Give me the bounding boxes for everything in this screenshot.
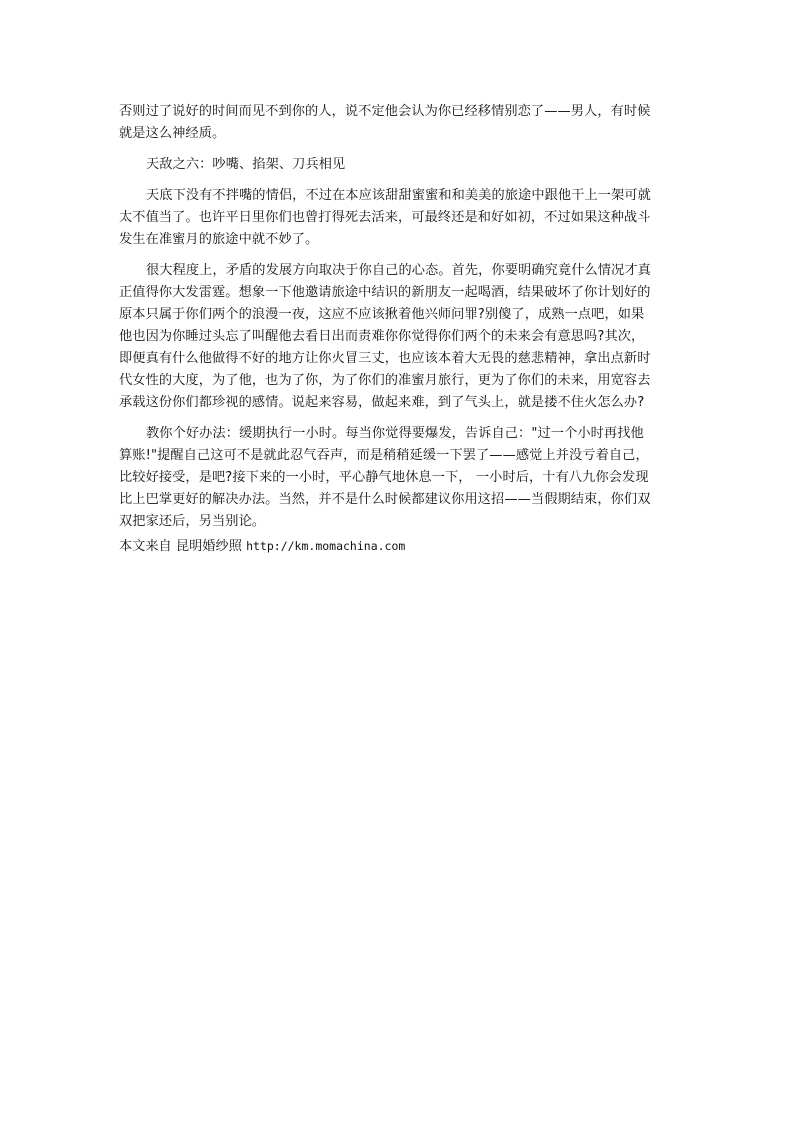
text-line: 原本只属于你们两个的浪漫一夜，这应不应该揪着他兴师问罪?别傻了，成熟一点吧，如果 <box>119 307 645 322</box>
source-url-link[interactable]: http://km.momachina.com <box>246 539 406 553</box>
text-line: 否则过了说好的时间而见不到你的人，说不定他会认为你已经移情别恋了——男人，有时候 <box>119 104 651 119</box>
text-line: 发生在准蜜月的旅途中就不妙了。 <box>119 232 319 247</box>
section-heading <box>119 154 685 176</box>
section-heading-text: 天敌之六：吵嘴、掐架、刀兵相见 <box>146 157 346 172</box>
document-body <box>119 101 685 558</box>
text-line: 正值得你大发雷霆。想象一下他邀请旅途中结识的新朋友一起喝酒，结果破坏了你计划好的 <box>119 285 651 300</box>
paragraph-attitude <box>119 260 685 414</box>
paragraph-tip <box>119 423 685 533</box>
text-line: 很大程度上，矛盾的发展方向取决于你自己的心态。首先，你要明确究竟什么情况才真 <box>146 263 651 278</box>
source-prefix: 本文来自 昆明婚纱照 <box>119 539 247 554</box>
text-line: 算账!"提醒自己这可不是就此忍气吞声，而是稍稍延缓一下罢了——感觉上并没亏着自己， <box>119 448 649 463</box>
text-line: 双把家还后，另当别论。 <box>119 514 266 529</box>
text-line: 代女性的大度，为了他，也为了你，为了你们的准蜜月旅行，更为了你们的未来，用宽容去 <box>119 373 651 388</box>
text-line: 天底下没有不拌嘴的情侣，不过在本应该甜甜蜜蜜和和美美的旅途中跟他干上一架可就 <box>146 188 651 203</box>
paragraph-quarrel <box>119 185 685 251</box>
text-line: 比较好接受，是吧?接下来的一小时，平心静气地休息一下， 一小时后，十有八九你会发现 <box>119 470 649 485</box>
text-line: 就是这么神经质。 <box>119 126 226 141</box>
text-line: 承载这份你们都珍视的感情。说起来容易，做起来难，到了气头上，就是搂不住火怎么办? <box>119 395 645 410</box>
text-line: 即便真有什么他做得不好的地方让你火冒三丈，也应该本着大无畏的慈悲精神，拿出点新时 <box>119 351 651 366</box>
text-line: 比上巴掌更好的解决办法。当然，并不是什么时候都建议你用这招——当假期结束，你们双 <box>119 492 651 507</box>
source-attribution <box>119 535 685 558</box>
text-line: 教你个好办法：缓期执行一小时。每当你觉得要爆发，告诉自己："过一个小时再找他 <box>146 426 644 441</box>
paragraph-intro <box>119 101 685 145</box>
text-line: 他也因为你睡过头忘了叫醒他去看日出而责难你你觉得你们两个的未来会有意思吗?其次， <box>119 329 645 344</box>
text-line: 太不值当了。也许平日里你们也曾打得死去活来，可最终还是和好如初，不过如果这种战斗 <box>119 210 651 225</box>
